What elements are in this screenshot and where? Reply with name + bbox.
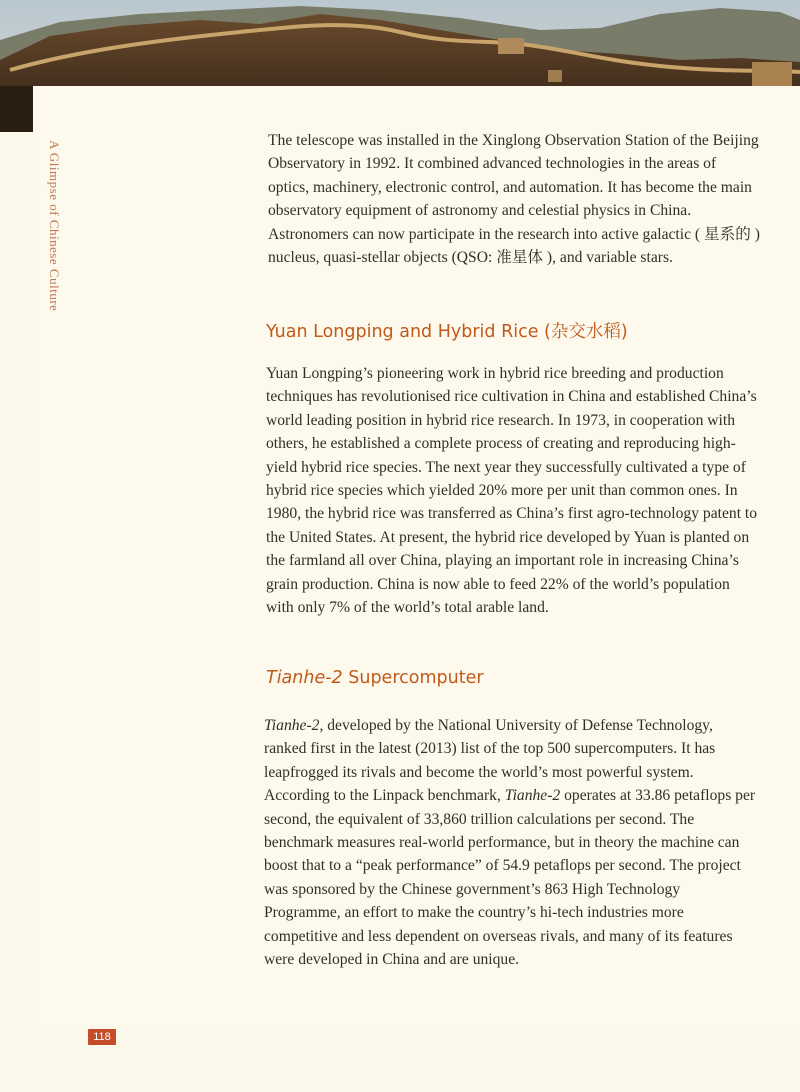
tianhe-text-part2: operates at 33.86 petaflops per second, the equivalent of 33,860 trillion calculations per second. The benchmark measures real-world performance, but in theory the machine can boost that to a “peak performance” of 54.9 petaflops per second. The project was sponsored by the Chinese government’s 863 High Technology Programme, an effort to make the country’s hi-tech industries more competitive and less dependent on overseas rivals, and many of its features were developed in China and are unique. <box>264 787 756 969</box>
section-title-tianhe <box>266 668 484 688</box>
paragraph-hybrid-rice: Yuan Longping’s pioneering work in hybrid rice breeding and production techniques has revolutionised rice cultivation in China and established China’s world leading position in hybrid rice research. In 1973, in cooperation with others, he established a complete process of creating and reproducing high-yield hybrid rice species. The next year they successfully cultivated a type of hybrid rice species which yielded 20% more per unit than common ones. In 1980, the hybrid rice was transferred as China’s first agro-technology patent to the United States. At present, the hybrid rice developed by Yuan is planted on the farmland all over China, playing an important role in increasing China’s grain production. China is now able to feed 22% of the world’s population with only 7% of the world’s total arable land. <box>266 365 758 617</box>
tianhe-text-part1: , developed by the National University of Defense Technology, ranked first in the latest (2013) list of the top 500 supercomputers. It has leapfrogged its rivals and become the world’s most powerful system. According to the Linpack benchmark, <box>264 717 716 805</box>
tianhe-mid-italic: Tianhe-2 <box>504 787 561 805</box>
paragraph-telescope: The telescope was installed in the Xinglong Observation Station of the Beijing Observatory in 1992. It combined advanced technologies in the areas of optics, machinery, electronic control, and automation. It has become the main observatory equipment of astronomy and celestial physics in China. Astronomers can now participate in the research into active galactic ( 星系的 ) nucleus, quasi-stellar objects (QSO: 准星体 ), and variable stars. <box>268 132 760 267</box>
tianhe-lead-italic: Tianhe-2 <box>264 717 320 734</box>
spine-title: A Glimpse of Chinese Culture <box>47 140 62 312</box>
section-title-tianhe-rest: Supercomputer <box>342 668 484 688</box>
paragraph-tianhe <box>264 714 758 971</box>
page-number: 118 <box>88 1029 116 1045</box>
section-title-tianhe-italic: Tianhe-2 <box>266 668 343 688</box>
section-title-hybrid-rice: Yuan Longping and Hybrid Rice (杂交水稻) <box>266 322 628 342</box>
